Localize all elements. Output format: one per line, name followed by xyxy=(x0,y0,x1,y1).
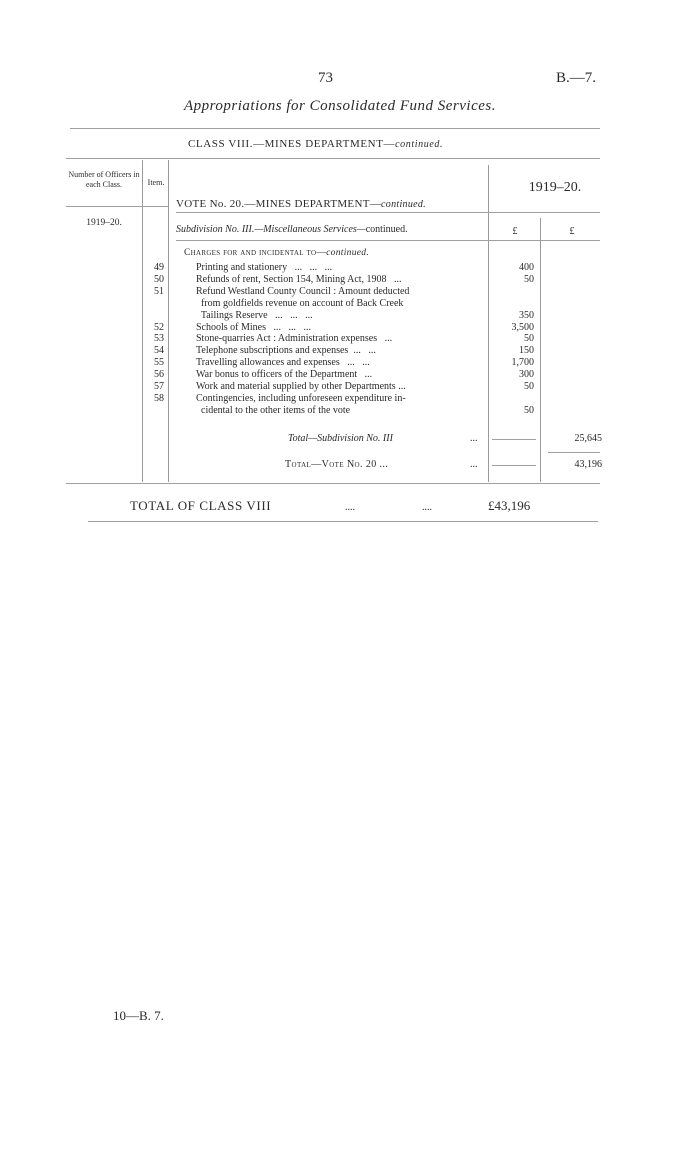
header-rule xyxy=(176,240,600,241)
grand-total-value: £43,196 xyxy=(488,498,531,513)
class-title-continued: continued. xyxy=(395,139,444,150)
bottom-divider xyxy=(88,521,598,522)
column-rule xyxy=(540,218,541,482)
item-description: Travelling allowances and expenses ... ... xyxy=(196,357,370,369)
item-description: Schools of Mines ... ... ... xyxy=(196,321,311,333)
item-number: 56 xyxy=(154,369,164,381)
item-number: 53 xyxy=(154,333,164,345)
item-description: War bonus to officers of the Department ... xyxy=(196,369,373,381)
item-amount: 50 xyxy=(524,333,534,345)
item-amount: 50 xyxy=(524,404,534,416)
period-header: 1919–20. xyxy=(528,180,582,195)
item-description: Printing and stationery ... ... ... xyxy=(196,262,333,273)
grand-total-label: TOTAL OF CLASS VIII xyxy=(130,498,272,513)
page-heading: Appropriations for Consolidated Fund Services. xyxy=(183,98,496,114)
item-description: Refunds of rent, Section 154, Mining Act, 1908 ... xyxy=(196,273,402,285)
officers-year: 1919–20. xyxy=(86,218,122,228)
vote-title-main: VOTE No. 20.—MINES DEPARTMENT— xyxy=(176,198,382,210)
subdivision-title-continued: continued. xyxy=(365,224,408,235)
pound-symbol: £ xyxy=(569,226,575,237)
item-description: from goldfields revenue on account of Back Creek xyxy=(196,297,404,309)
item-number: 50 xyxy=(154,273,164,285)
item-amount: 300 xyxy=(519,369,534,381)
grand-total-dots: .... xyxy=(345,502,355,513)
item-description: Contingencies, including unforeseen expenditure in- xyxy=(196,392,406,404)
divider xyxy=(70,128,600,129)
item-amount: 350 xyxy=(519,309,534,321)
subtotal-rule xyxy=(492,439,536,440)
subtotal-underline xyxy=(548,452,600,453)
item-amount: 150 xyxy=(519,345,534,357)
item-description: Stone-quarries Act : Administration expenses ... xyxy=(196,333,393,345)
footer-reference: 10—B. 7. xyxy=(113,1008,164,1023)
item-amount: 50 xyxy=(524,273,534,285)
item-number: 51 xyxy=(154,285,164,297)
vote-title-continued: continued. xyxy=(381,199,426,210)
page-number: 73 xyxy=(318,70,333,86)
item-amount: 3,500 xyxy=(511,321,534,333)
document-reference: B.—7. xyxy=(556,70,597,86)
column-rule xyxy=(168,160,169,482)
grand-total-dots: .... xyxy=(422,502,432,513)
charges-heading-continued: continued. xyxy=(326,248,369,258)
item-description: cidental to the other items of the vote xyxy=(196,404,351,416)
pound-symbol: £ xyxy=(512,226,518,237)
item-number: 58 xyxy=(154,392,164,404)
vote-total-rule xyxy=(492,465,536,466)
item-number: 49 xyxy=(154,262,164,273)
subdivision-title-main: Subdivision No. III.—Miscellaneous Services— xyxy=(176,224,366,235)
officers-column-header: Number of Officers in each Class. xyxy=(68,170,140,189)
item-description: Work and material supplied by other Departments ... xyxy=(196,381,406,392)
vote-total-label: Total—Vote No. 20 ... xyxy=(285,459,389,470)
table-bottom-rule xyxy=(66,483,600,484)
item-description: Tailings Reserve ... ... ... xyxy=(196,309,313,321)
item-number: 54 xyxy=(154,345,164,357)
charges-heading-main: Charges for and incidental to— xyxy=(184,248,327,258)
header-rule xyxy=(66,206,168,207)
table-top-rule xyxy=(66,158,600,159)
class-title-main: CLASS VIII.—MINES DEPARTMENT— xyxy=(188,138,396,150)
item-amount: 400 xyxy=(519,262,534,273)
item-number: 52 xyxy=(154,321,164,333)
item-number: 57 xyxy=(154,381,164,392)
vote-total-value: 43,196 xyxy=(574,459,602,470)
subdivision-title xyxy=(176,224,408,235)
vote-title xyxy=(176,198,426,210)
item-amount: 50 xyxy=(524,381,534,392)
item-amount: 1,700 xyxy=(511,357,534,369)
charges-heading xyxy=(184,248,369,258)
item-number: 55 xyxy=(154,357,164,369)
subtotal-value: 25,645 xyxy=(574,433,602,444)
subtotal-dots: ... xyxy=(470,433,478,444)
item-description: Telephone subscriptions and expenses ... ... xyxy=(196,345,376,357)
class-title xyxy=(188,138,443,150)
vote-total-dots: ... xyxy=(470,459,478,470)
header-rule xyxy=(176,212,600,213)
item-description: Refund Westland County Council : Amount deducted xyxy=(196,285,410,297)
item-column-header: Item. xyxy=(147,178,165,187)
subtotal-label: Total—Subdivision No. III xyxy=(288,433,393,444)
